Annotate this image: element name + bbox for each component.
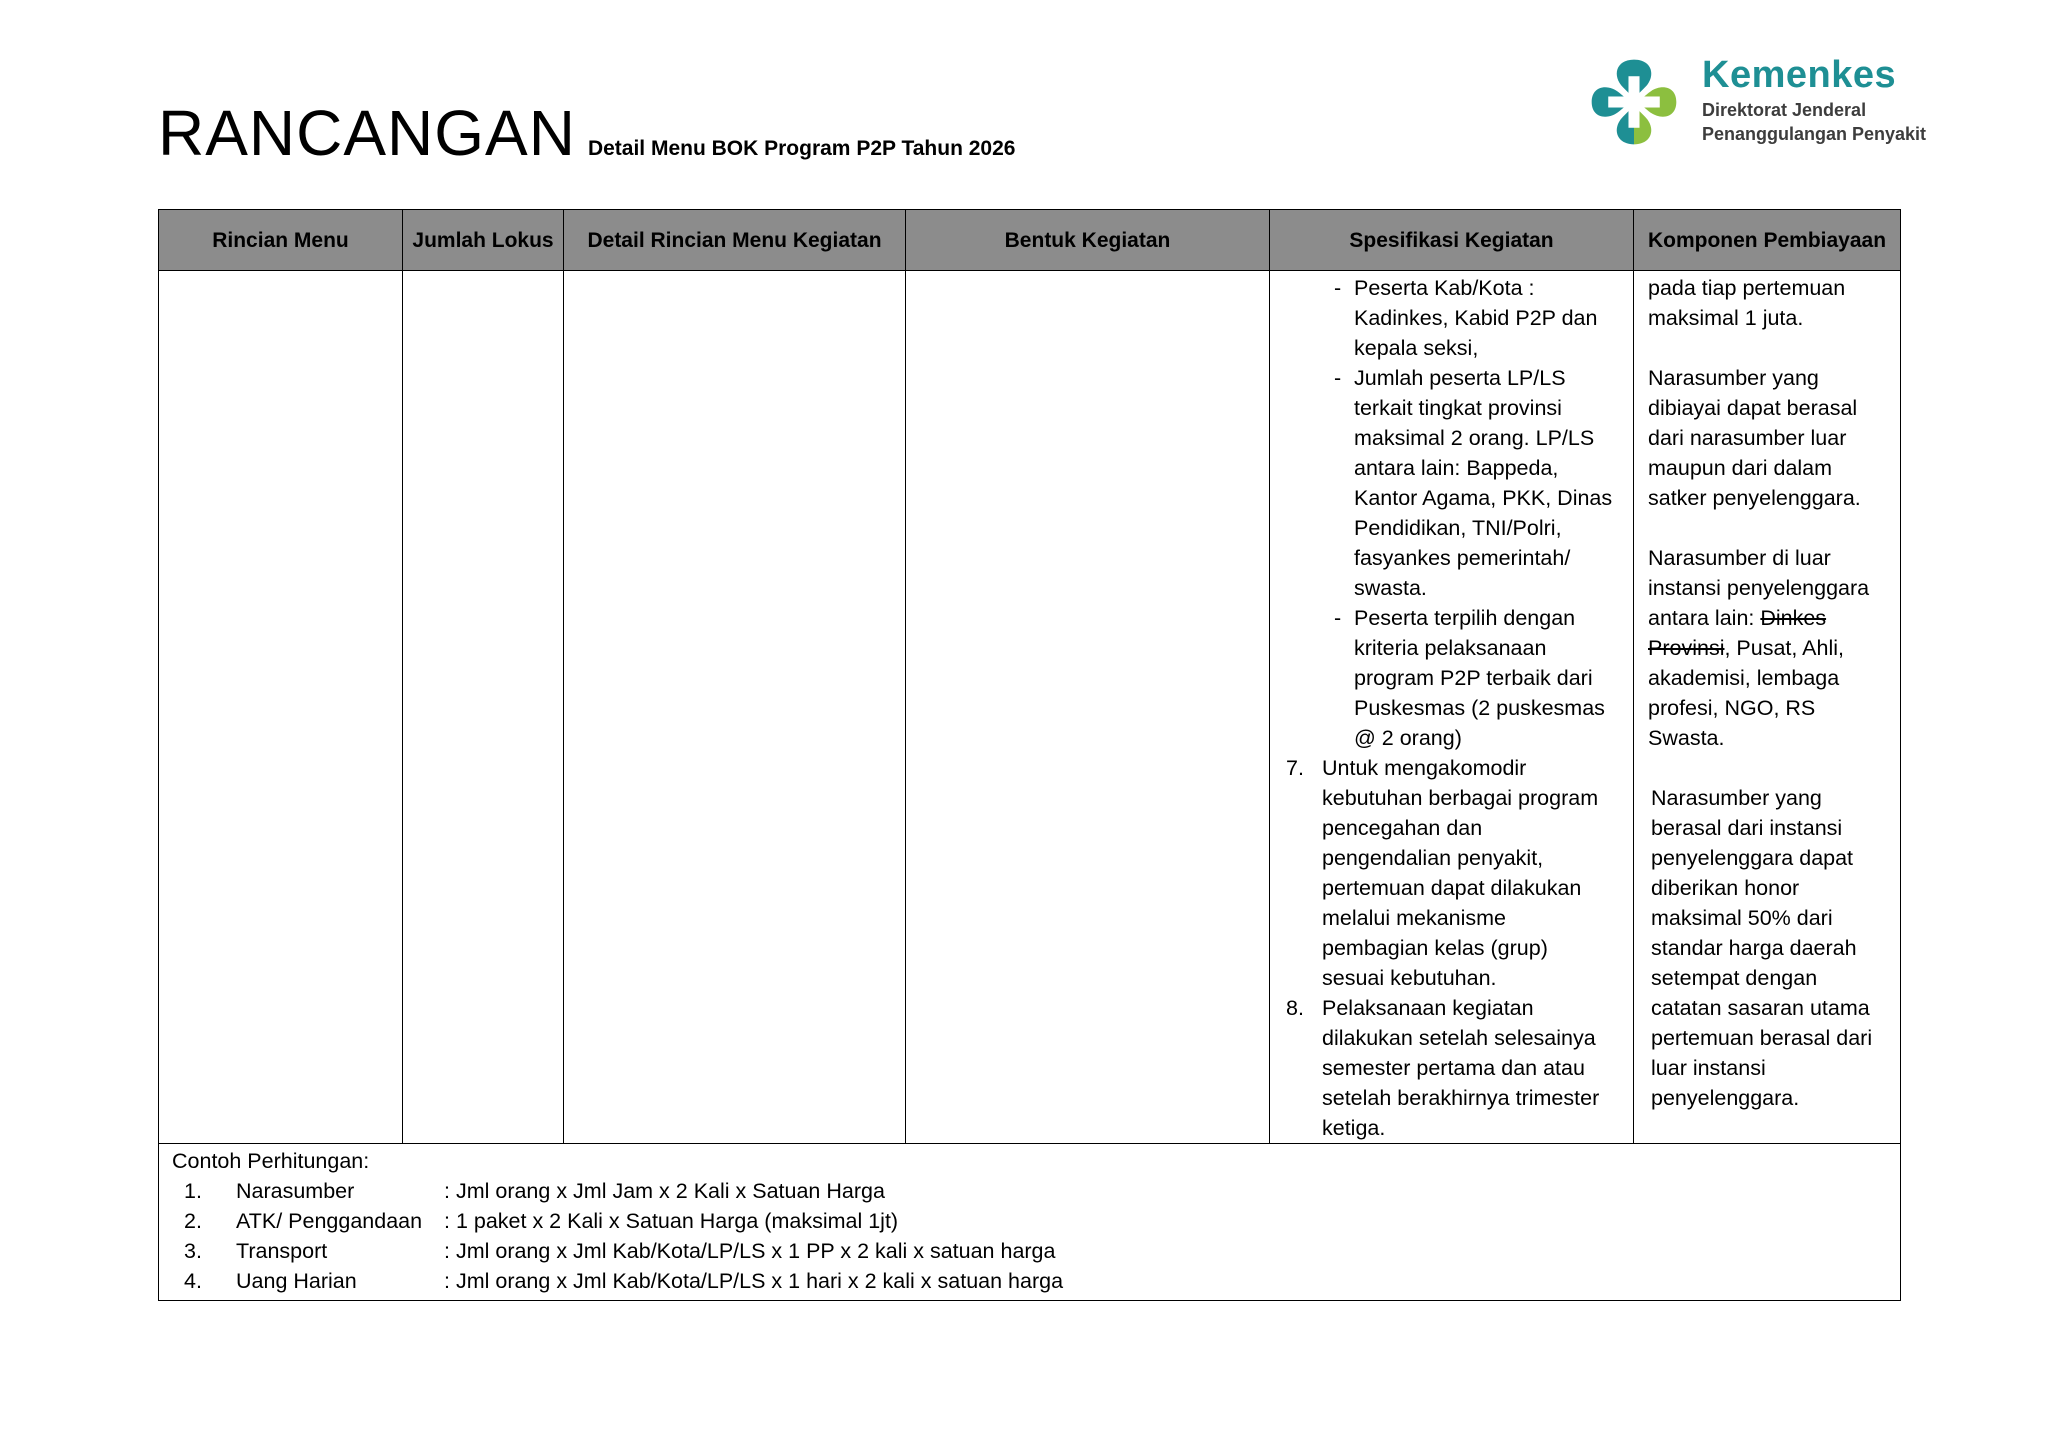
calculation-item: 2. ATK/ Penggandaan : 1 paket x 2 Kali x Satuan Harga (maksimal 1jt) [184, 1209, 899, 1233]
kemenkes-logo [1588, 52, 1948, 152]
komponen-paragraph: Narasumber di luar instansi penyelenggara antara lain: Dinkes Provinsi, Pusat, Ahli, akademisi, lembaga profesi, NGO, RS Swasta. [1648, 546, 1870, 750]
bok-detail-table [158, 209, 1901, 1301]
col-header-komponen: Komponen Pembiayaan [1634, 210, 1901, 271]
spec-dash-item: - Peserta Kab/Kota : Kadinkes, Kabid P2P dan kepala seksi, [1334, 276, 1598, 360]
calculation-item: 1. Narasumber : Jml orang x Jml Jam x 2 Kali x Satuan Harga [184, 1179, 885, 1203]
col-header-detail-rincian: Detail Rincian Menu Kegiatan [564, 210, 906, 271]
cell-jumlah-lokus [403, 271, 564, 1144]
struck-text: Provinsi [1648, 636, 1725, 660]
calculation-item: 4. Uang Harian : Jml orang x Jml Kab/Kota/LP/LS x 1 hari x 2 kali x satuan harga [184, 1269, 1064, 1293]
table-header-row [159, 210, 1901, 271]
cell-spesifikasi [1270, 271, 1634, 1144]
cell-bentuk-kegiatan [906, 271, 1270, 1144]
spec-dash-item: - Jumlah peserta LP/LS terkait tingkat provinsi maksimal 2 orang. LP/LS antara lain: Bappeda, Kantor Agama, PKK, Dinas Pendidikan, TNI/Polri, fasyankes pemerintah/ swasta. [1334, 366, 1613, 600]
calculation-item: 3. Transport : Jml orang x Jml Kab/Kota/LP/LS x 1 PP x 2 kali x satuan harga [184, 1239, 1056, 1263]
calculation-example [159, 1144, 1901, 1301]
logo-line-1: Direktorat Jenderal [1702, 100, 1867, 120]
kemenkes-logo-icon [1588, 56, 1680, 148]
cell-detail-rincian [564, 271, 906, 1144]
col-header-bentuk-kegiatan: Bentuk Kegiatan [906, 210, 1270, 271]
spec-dash-item: - Peserta terpilih dengan kriteria pelaksanaan program P2P terbaik dari Puskesmas (2 puskesmas @ 2 orang) [1334, 606, 1605, 750]
logo-line-2: Penanggulangan Penyakit [1702, 124, 1927, 144]
col-header-rincian-menu: Rincian Menu [159, 210, 403, 271]
document-title [158, 96, 1015, 170]
table-row [159, 271, 1901, 1144]
logo-brand: Kemenkes [1702, 54, 1897, 96]
cell-komponen [1634, 271, 1901, 1144]
komponen-paragraph: pada tiap pertemuan maksimal 1 juta. [1648, 276, 1846, 330]
spec-numbered-item: 7. Untuk mengakomodir kebutuhan berbagai program pencegahan dan pengendalian penyakit, pertemuan dapat dilakukan melalui mekanisme pembagian kelas (grup) sesuai kebutuhan. [1286, 756, 1599, 990]
calculation-heading: Contoh Perhitungan: [172, 1149, 370, 1173]
col-header-spesifikasi: Spesifikasi Kegiatan [1270, 210, 1634, 271]
footer-row [159, 1144, 1901, 1301]
page-title: RANCANGAN [158, 97, 576, 169]
col-header-jumlah-lokus: Jumlah Lokus [403, 210, 564, 271]
komponen-paragraph: Narasumber yang berasal dari instansi penyelenggara dapat diberikan honor maksimal 50% dari standar harga daerah setempat dengan catatan sasaran utama pertemuan berasal dari luar instansi penyelenggara. [1651, 786, 1873, 1110]
cell-rincian-menu [159, 271, 403, 1144]
page-subtitle: Detail Menu BOK Program P2P Tahun 2026 [587, 137, 1016, 160]
spec-numbered-item: 8. Pelaksanaan kegiatan dilakukan setelah selesainya semester pertama dan atau setelah berakhirnya trimester ketiga. [1286, 996, 1600, 1140]
struck-text: Dinkes [1760, 606, 1827, 630]
komponen-paragraph: Narasumber yang dibiayai dapat berasal dari narasumber luar maupun dari dalam satker penyelenggara. [1648, 366, 1861, 510]
